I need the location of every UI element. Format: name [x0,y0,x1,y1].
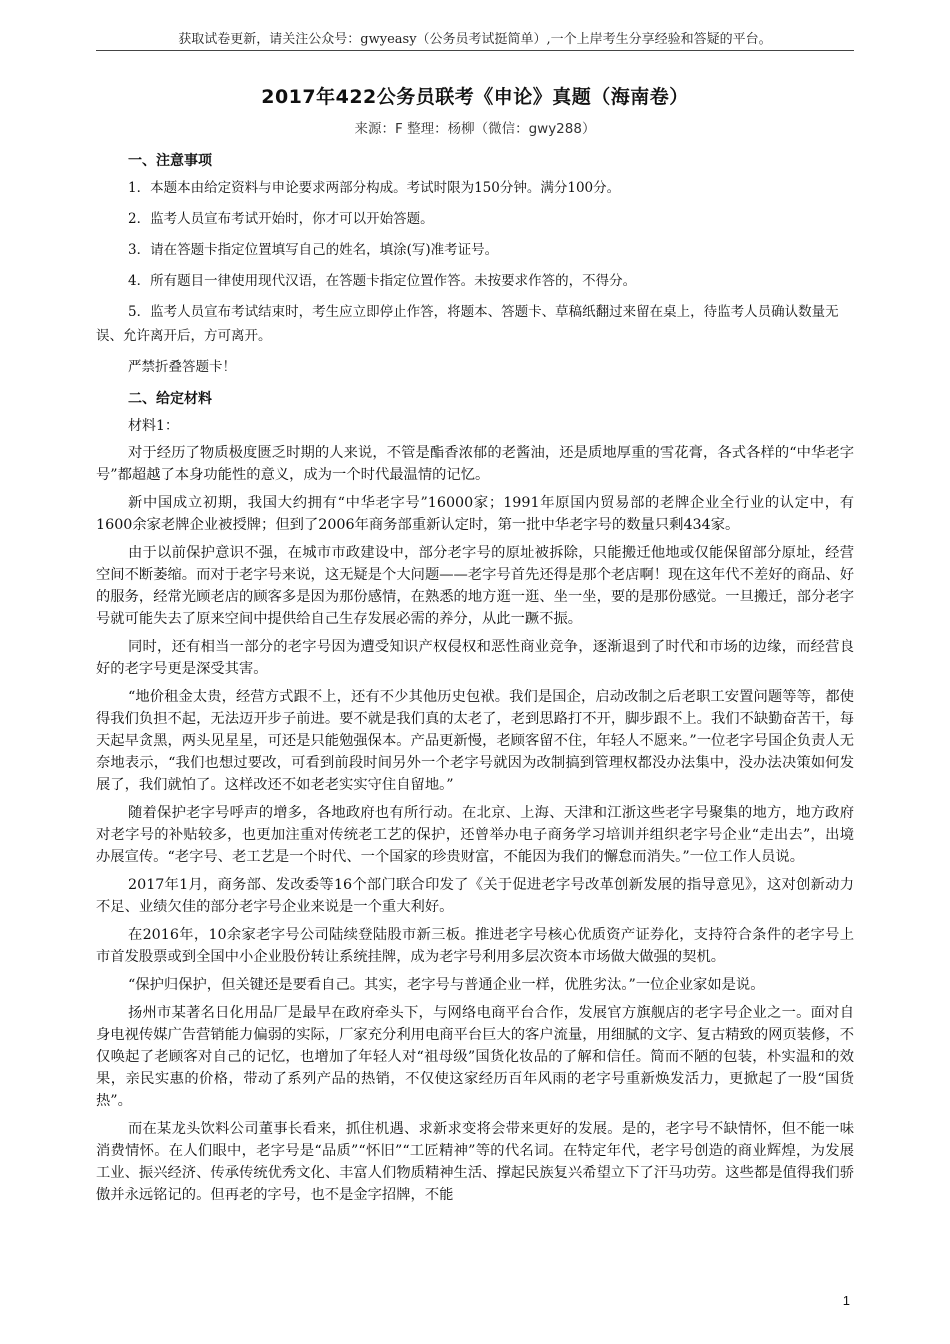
material-paragraph: 同时，还有相当一部分的老字号因为遭受知识产权侵权和恶性商业竞争，逐渐退到了时代和市场的边缘，而经营良好的老字号更是深受其害。 [96,639,854,677]
document-body [96,148,854,1212]
material-paragraph: 而在某龙头饮料公司董事长看来，抓住机遇、求新求变将会带来更好的发展。是的，老字号不缺情怀，但不能一味消费情怀。在人们眼中，老字号是“品质”“怀旧”“工匠精神”等的代名词。在特定年代，老字号创造的商业辉煌，为发展工业、振兴经济、传承传统优秀文化、丰富人们物质精神生活、撑起民族复兴希望立下了汗马功劳。这些都是值得我们骄傲并永远铭记的。但再老的字号，也不是金字招牌，不能 [96,1121,854,1203]
material-label: 材料1： [128,418,179,434]
material-paragraph: 由于以前保护意识不强，在城市市政建设中，部分老字号的原址被拆除，只能搬迁他地或仅能保留部分原址，经营空间不断萎缩。而对于老字号来说，这无疑是个大问题——老字号首先还得是那个老店啊！现在这年代不差好的商品、好的服务，经常光顾老店的顾客多是因为那份感情，在熟悉的地方逛一逛、坐一坐，要的是那份感觉。一旦搬迁，部分老字号就可能失去了原来空间中提供给自己生存发展必需的养分，从此一蹶不振。 [96,545,854,627]
material-paragraph: 对于经历了物质极度匮乏时期的人来说，不管是酯香浓郁的老酱油，还是质地厚重的雪花膏，各式各样的“中华老字号”都超越了本身功能性的意义，成为一个时代最温情的记忆。 [96,445,854,483]
material-paragraph: “保护归保护，但关键还是要看自己。其实，老字号与普通企业一样，优胜劣汰。”一位企业家如是说。 [128,977,765,993]
material-paragraph: 新中国成立初期，我国大约拥有“中华老字号”16000家；1991年原国内贸易部的老牌企业全行业的认定中，有1600余家老牌企业被授牌；但到了2006年商务部重新认定时，第一批中华老字号的数量只剩434家。 [96,495,854,533]
section-heading-notice: 一、注意事项 [128,153,212,169]
notice-warning: 严禁折叠答题卡！ [128,359,236,375]
material-paragraph: 在2016年，10余家老字号公司陆续登陆股市新三板。推进老字号核心优质资产证券化，支持符合条件的老字号上市首发股票或到全国中小企业股份转让系统挂牌，成为老字号利用多层次资本市场做大做强的契机。 [96,927,854,965]
notice-item: 1．本题本由给定资料与申论要求两部分构成。考试时限为150分钟。满分100分。 [128,180,621,196]
notice-item: 3．请在答题卡指定位置填写自己的姓名，填涂(写)准考证号。 [128,242,499,258]
header-divider [96,50,854,51]
section-heading-materials: 二、给定材料 [128,391,212,407]
notice-item: 5．监考人员宣布考试结束时，考生应立即停止作答，将题本、答题卡、草稿纸翻过来留在桌上，待监考人员确认数量无误、允许离开后，方可离开。 [96,304,839,344]
page-number: 1 [842,1293,850,1308]
material-paragraph: “地价租金太贵，经营方式跟不上，还有不少其他历史包袱。我们是国企，启动改制之后老职工安置问题等等，都使得我们负担不起，无法迈开步子前进。要不就是我们真的太老了，老到思路打不开，脚步跟不上。我们不缺勤奋苦干，每天起早贪黑，两头见星星，可还是只能勉强保本。产品更新慢，老顾客留不住，年轻人不愿来。”一位老字号国企负责人无奈地表示，“我们也想过要改，可看到前段时间另外一个老字号就因为改制搞到管理权都没办法集中，没办法决策如何发展了，我们就怕了。这样改还不如老老实实守住自留地。” [96,689,854,793]
notice-item: 2．监考人员宣布考试开始时，你才可以开始答题。 [128,211,434,227]
page-title: 2017年422公务员联考《申论》真题（海南卷） [261,86,689,108]
material-paragraph: 扬州市某著名日化用品厂是最早在政府牵头下，与网络电商平台合作，发展官方旗舰店的老字号企业之一。面对自身电视传媒广告营销能力偏弱的实际，厂家充分利用电商平台巨大的客户流量，用细腻的文字、复古精致的网页装修，不仅唤起了老顾客对自己的记忆，也增加了年轻人对“祖母级”国货化妆品的了解和信任。简而不陋的包装，朴实温和的效果，亲民实惠的价格，带动了系列产品的热销，不仅使这家经历百年风雨的老字号重新焕发活力，更掀起了一股“国货热”。 [96,1005,854,1109]
header-note: 获取试卷更新，请关注公众号：gwyeasy（公务员考试挺简单）,一个上岸考生分享经验和答疑的平台。 [178,32,772,47]
source-line: 来源：F 整理：杨柳（微信：gwy288） [354,121,596,137]
material-paragraph: 随着保护老字号呼声的增多，各地政府也有所行动。在北京、上海、天津和江浙这些老字号聚集的地方，地方政府对老字号的补贴较多，也更加注重对传统老工艺的保护，还曾举办电子商务学习培训并组织老字号企业“走出去”，出境办展宣传。“老字号、老工艺是一个时代、一个国家的珍贵财富，不能因为我们的懈怠而消失。”一位工作人员说。 [96,805,854,865]
material-paragraph: 2017年1月，商务部、发改委等16个部门联合印发了《关于促进老字号改革创新发展的指导意见》，这对创新动力不足、业绩欠佳的部分老字号企业来说是一个重大利好。 [96,877,854,915]
notice-item: 4．所有题目一律使用现代汉语，在答题卡指定位置作答。未按要求作答的，不得分。 [128,273,637,289]
